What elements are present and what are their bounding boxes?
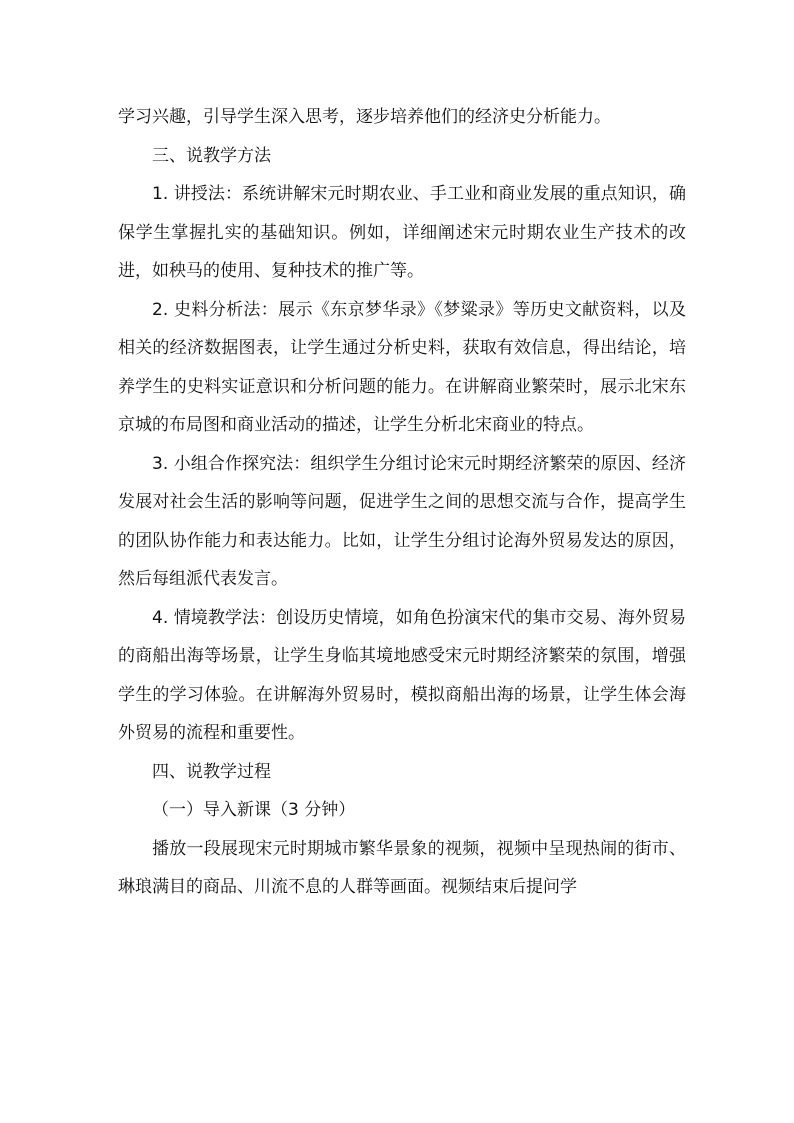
- paragraph-historical-material-analysis: 2. 史料分析法：展示《东京梦华录》《梦粱录》等历史文献资料，以及相关的经济数据图表，让学生通过分析史料，获取有效信息，得出结论，培养学生的史料实证意识和分析问题的能力。在讲解商业繁荣时，展示北宋东京城的布局图和商业活动的描述，让学生分析北宋商业的特点。: [118, 299, 686, 435]
- paragraph-lecture-method: 1. 讲授法：系统讲解宋元时期农业、手工业和商业发展的重点知识，确保学生掌握扎实的基础知识。例如，详细阐述宋元时期农业生产技术的改进，如秧马的使用、复种技术的推广等。: [118, 184, 686, 281]
- document-body: [118, 98, 686, 907]
- paragraph-group-cooperation: 3. 小组合作探究法：组织学生分组讨论宋元时期经济繁荣的原因、经济发展对社会生活的影响等问题，促进学生之间的思想交流与合作，提高学生的团队协作能力和表达能力。比如，让学生分组讨论海外贸易发达的原因，然后每组派代表发言。: [118, 453, 686, 589]
- paragraph-introduction-video: 播放一段展现宋元时期城市繁华景象的视频，视频中呈现热闹的街市、琳琅满目的商品、川流不息的人群等画面。视频结束后提问学: [118, 838, 686, 897]
- paragraph-continuation: 学习兴趣，引导学生深入思考，逐步培养他们的经济史分析能力。: [118, 107, 611, 127]
- subsection-heading-introduction: （一）导入新课（3 分钟）: [152, 800, 356, 820]
- section-heading-teaching-methods: 三、说教学方法: [152, 145, 271, 166]
- paragraph-situational-teaching: 4. 情境教学法：创设历史情境，如角色扮演宋代的集市交易、海外贸易的商船出海等场景，让学生身临其境地感受宋元时期经济繁荣的氛围，增强学生的学习体验。在讲解海外贸易时，模拟商船出海的场景，让学生体会海外贸易的流程和重要性。: [118, 607, 686, 743]
- section-heading-teaching-process: 四、说教学过程: [152, 761, 271, 782]
